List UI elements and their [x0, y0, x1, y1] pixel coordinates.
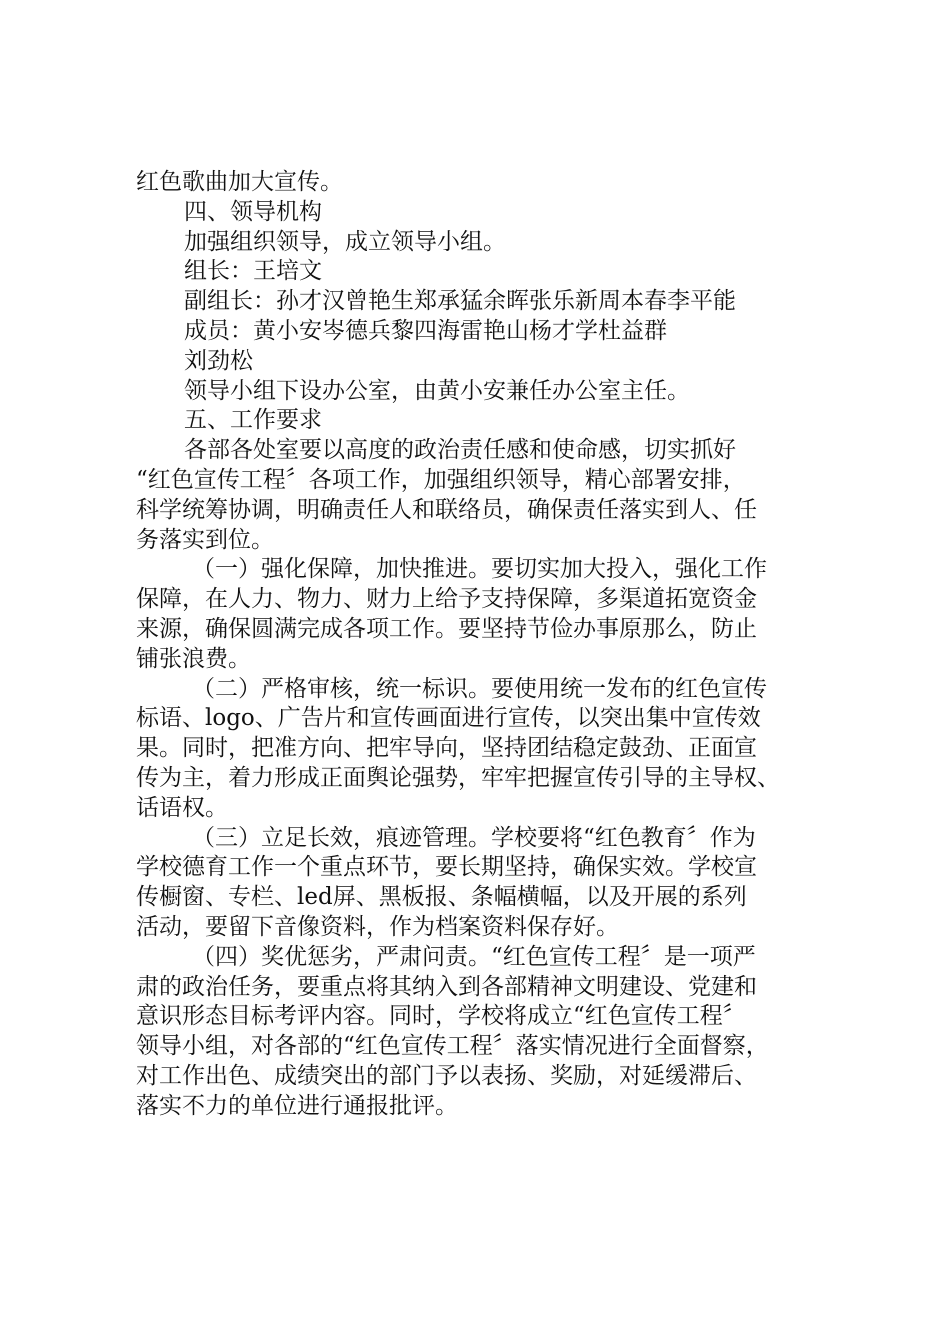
- text-line: 来源，确保圆满完成各项工作。要坚持节俭办事原那么，防止: [136, 615, 757, 642]
- text-line: （二）严格审核，统一标识。要使用统一发布的红色宣传: [192, 675, 767, 702]
- text-line: “红色宣传工程〞各项工作，加强组织领导，精心部署安排，: [136, 466, 746, 493]
- section-heading: 四、领导机构: [184, 198, 322, 225]
- text-line: 果。同时，把准方向、把牢导向，坚持团结稳定鼓劲、正面宣: [136, 735, 757, 762]
- text-line: 成员：黄小安岑德兵黎四海雷艳山杨才学杜益群: [184, 317, 667, 344]
- text-line: 各部各处室要以高度的政治责任感和使命感，切实抓好: [184, 437, 736, 464]
- text-line: 保障，在人力、物力、财力上给予支持保障，多渠道拓宽资金: [136, 586, 757, 613]
- text-line: 铺张浪费。: [136, 645, 251, 672]
- text-line: 传为主，着力形成正面舆论强势，牢牢把握宣传引导的主导权、: [136, 764, 780, 791]
- text-line: 领导小组下设办公室，由黄小安兼任办公室主任。: [184, 377, 690, 404]
- section-heading: 五、工作要求: [184, 407, 322, 434]
- text-line: 落实不力的单位进行通报批评。: [136, 1092, 458, 1119]
- text-line: 副组长：孙才汉曾艳生郑承猛余晖张乐新周本春李平能: [184, 288, 736, 315]
- text-line: 加强组织领导，成立领导小组。: [184, 228, 506, 255]
- text-line: 组长：王培文: [184, 258, 322, 285]
- text-line: 标语、logo、广告片和宣传画面进行宣传，以突出集中宣传效: [136, 705, 761, 732]
- text-line: （四）奖优惩劣，严肃问责。“红色宣传工程〞是一项严: [192, 943, 756, 970]
- text-line: （三）立足长效，痕迹管理。学校要将“红色教育〞作为: [192, 824, 756, 851]
- text-line: 务落实到位。: [136, 526, 274, 553]
- text-line: 科学统筹协调，明确责任人和联络员，确保责任落实到人、任: [136, 496, 757, 523]
- text-line: （一）强化保障，加快推进。要切实加大投入，强化工作: [192, 556, 767, 583]
- text-line: 对工作出色、成绩突出的部门予以表扬、奖励，对延缓滞后、: [136, 1062, 757, 1089]
- text-line: 肃的政治任务，要重点将其纳入到各部精神文明建设、党建和: [136, 973, 757, 1000]
- document-body: [136, 168, 826, 1122]
- text-line: 学校德育工作一个重点环节，要长期坚持，确保实效。学校宣: [136, 854, 757, 881]
- text-line: 活动，要留下音像资料，作为档案资料保存好。: [136, 913, 619, 940]
- text-line: 意识形态目标考评内容。同时，学校将成立“红色宣传工程〞: [136, 1003, 746, 1030]
- text-line: 领导小组，对各部的“红色宣传工程〞落实情况进行全面督察，: [136, 1033, 769, 1060]
- text-line: 刘劲松: [184, 347, 253, 374]
- text-line: 话语权。: [136, 794, 228, 821]
- text-line: 红色歌曲加大宣传。: [136, 169, 343, 195]
- text-line: 传橱窗、专栏、led屏、黑板报、条幅横幅，以及开展的系列: [136, 884, 747, 911]
